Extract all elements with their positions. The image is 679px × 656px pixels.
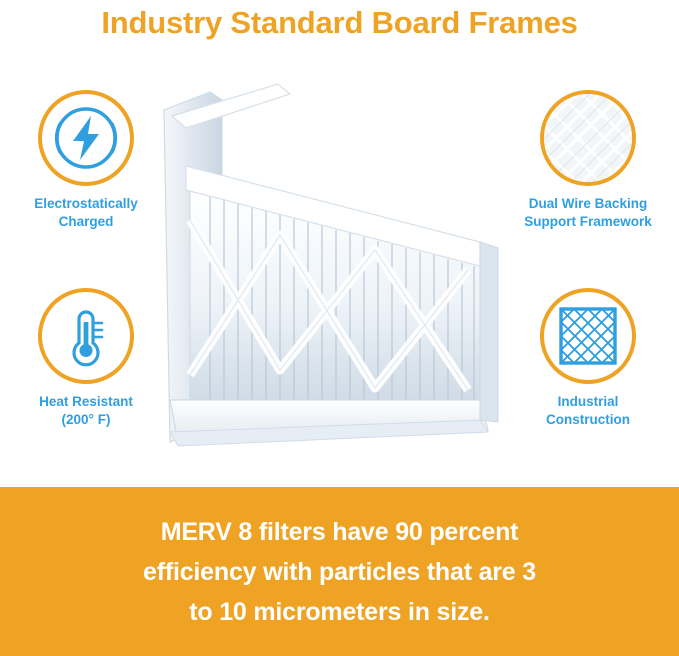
feature-label-line2: Support Framework bbox=[524, 214, 652, 229]
thermometer-icon bbox=[42, 292, 130, 380]
feature-label-line1: Dual Wire Backing bbox=[528, 196, 648, 211]
grid-frame-icon bbox=[544, 292, 632, 380]
feature-label-line1: Industrial bbox=[557, 394, 619, 409]
badge-heat-resistant bbox=[38, 288, 134, 384]
feature-label-heat-resistant bbox=[6, 393, 166, 429]
banner-line-3: to 10 micrometers in size. bbox=[189, 597, 490, 626]
lightning-bolt-icon bbox=[42, 94, 130, 182]
feature-industrial-construction bbox=[508, 288, 668, 429]
feature-label-line2: (200° F) bbox=[61, 412, 111, 427]
banner-line-2: efficiency with particles that are 3 bbox=[143, 557, 536, 586]
pleated-air-filter-illustration bbox=[150, 70, 520, 470]
feature-label-dual-wire-backing bbox=[508, 195, 668, 231]
feature-label-line1: Electrostatically bbox=[34, 196, 138, 211]
merv-rating-banner bbox=[0, 487, 679, 656]
banner-text bbox=[143, 512, 536, 632]
banner-line-1: MERV 8 filters have 90 percent bbox=[160, 517, 519, 546]
wire-mesh-icon bbox=[544, 94, 632, 182]
feature-label-industrial-construction bbox=[508, 393, 668, 429]
feature-label-line2: Construction bbox=[546, 412, 630, 427]
feature-electrostatically-charged bbox=[6, 90, 166, 231]
feature-heat-resistant bbox=[6, 288, 166, 429]
feature-dual-wire-backing bbox=[508, 90, 668, 231]
badge-electrostatically-charged bbox=[38, 90, 134, 186]
page-title: Industry Standard Board Frames bbox=[101, 5, 578, 40]
feature-label-electrostatically-charged bbox=[6, 195, 166, 231]
badge-dual-wire-backing bbox=[540, 90, 636, 186]
feature-label-line2: Charged bbox=[58, 214, 114, 229]
feature-label-line1: Heat Resistant bbox=[39, 394, 133, 409]
badge-industrial-construction bbox=[540, 288, 636, 384]
